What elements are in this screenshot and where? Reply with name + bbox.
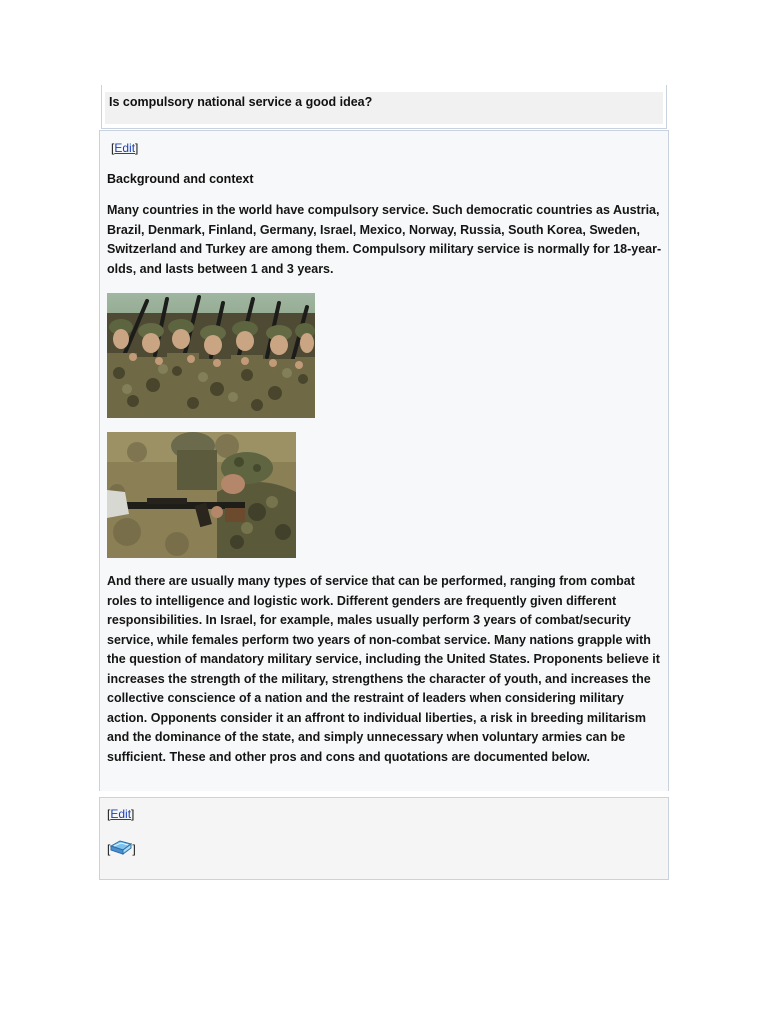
edit-link[interactable]: Edit — [114, 141, 136, 155]
book-link-container — [107, 838, 136, 857]
edit-link-bottom[interactable]: Edit — [110, 807, 132, 821]
edit-link-container-bottom — [107, 806, 134, 822]
soldier-aiming-photo — [107, 432, 296, 558]
bracket-close: ] — [131, 807, 135, 821]
section-heading: Background and context — [107, 172, 254, 186]
main-paragraph: And there are usually many types of service that can be performed, ranging from combat roles to intelligence and logistic work. Different genders are frequently given different responsibilities. In Israel, for example, males usually perform 3 years of combat/security service, while females perform two years of non-combat service. Many nations grapple with the question of mandatory military service, including the United States. Proponents believe it increases the strength of the military, strengthens the character of youth, and increases the collective conscience of a nation and the restraint of leaders when considering military action. Opponents consider it an affront to individual liberties, a risk in breeding militarism and the dominance of the state, and simply unnecessary when voluntary armies can be sufficient. These and other pros and cons and quotations are documented below. — [107, 574, 660, 764]
bracket-close: ] — [135, 141, 139, 155]
question-title: Is compulsory national service a good idea? — [109, 95, 373, 109]
edit-link-container — [111, 140, 138, 156]
book-icon[interactable] — [110, 838, 132, 856]
content-section — [99, 130, 669, 791]
title-bar — [105, 92, 663, 124]
soldiers-rifles-photo — [107, 293, 315, 418]
bottom-section — [99, 797, 669, 880]
bracket-open: [ — [107, 807, 111, 821]
intro-paragraph: Many countries in the world have compulsory service. Such democratic countries as Austria, Brazil, Denmark, Finland, Germany, Israel, Mexico, Norway, Russia, South Korea, Sweden, Switzerland and Turkey are among them. Compulsory military service is normally for 18-year-olds, and lasts between 1 and 3 years. — [107, 203, 662, 276]
bracket-close: ] — [132, 842, 136, 856]
bracket-open: [ — [111, 141, 115, 155]
bracket-open: [ — [107, 842, 111, 856]
title-box — [101, 85, 667, 129]
